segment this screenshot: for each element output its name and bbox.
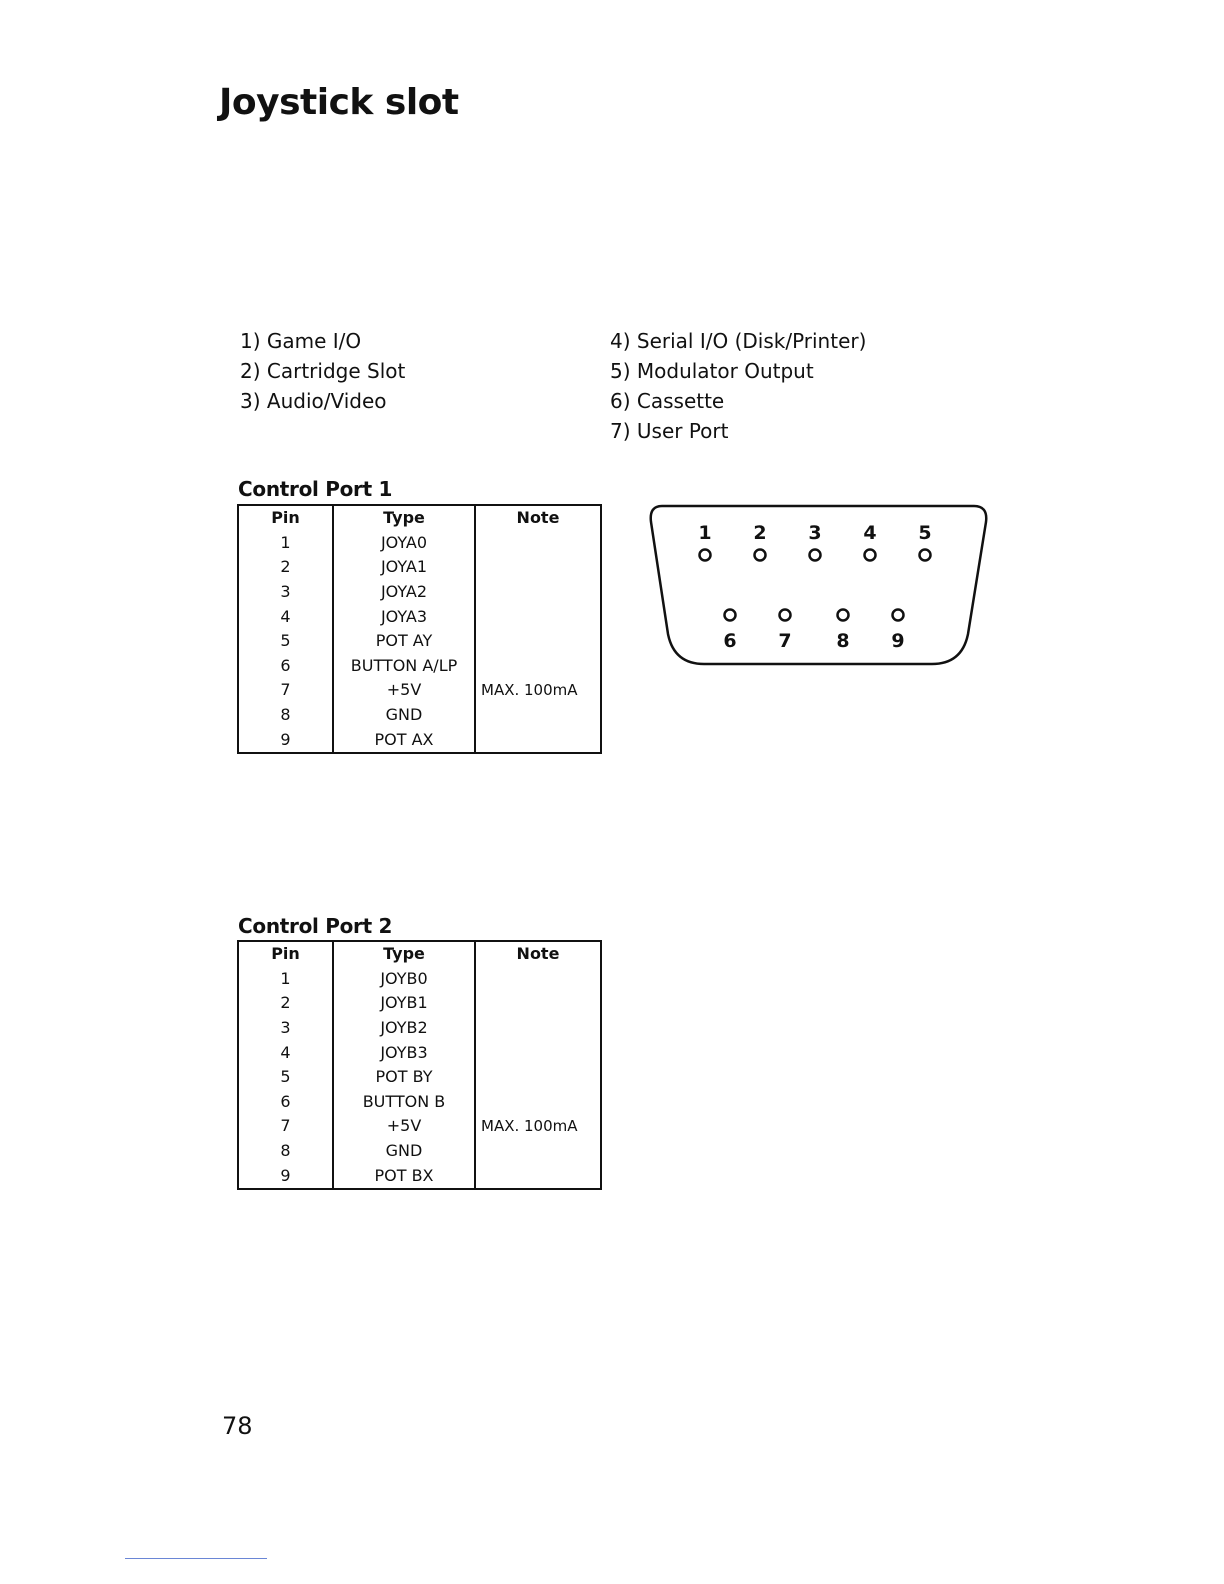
- pin-label-7: 7: [778, 630, 792, 652]
- note-cell: [475, 1139, 601, 1164]
- table-row: [238, 604, 601, 629]
- page-number: 78: [222, 1412, 253, 1440]
- type-cell: GND: [333, 703, 475, 728]
- pin-hole-3: [810, 550, 821, 561]
- note-cell: [475, 629, 601, 654]
- pin-hole-7: [780, 610, 791, 621]
- note-cell: [475, 991, 601, 1016]
- pin-cell: 5: [238, 1065, 333, 1090]
- table-row: [238, 531, 601, 556]
- pin-cell: 9: [238, 1163, 333, 1189]
- note-header: Note: [475, 941, 601, 967]
- control-port-1-table: [237, 504, 602, 754]
- note-cell: [475, 531, 601, 556]
- type-header: Type: [333, 941, 475, 967]
- table-row: [238, 1016, 601, 1041]
- type-cell: JOYA2: [333, 580, 475, 605]
- table-row: [238, 654, 601, 679]
- table-row: [238, 629, 601, 654]
- type-cell: POT BY: [333, 1065, 475, 1090]
- pin-hole-1: [700, 550, 711, 561]
- type-cell: GND: [333, 1139, 475, 1164]
- note-cell: [475, 1065, 601, 1090]
- pin-hole-9: [893, 610, 904, 621]
- pin-header: Pin: [238, 941, 333, 967]
- table-row: [238, 555, 601, 580]
- pin-hole-2: [755, 550, 766, 561]
- note-header: Note: [475, 505, 601, 531]
- control-port-2-table: [237, 940, 602, 1190]
- pin-cell: 1: [238, 967, 333, 992]
- type-cell: +5V: [333, 1114, 475, 1139]
- type-header: Type: [333, 505, 475, 531]
- pin-cell: 8: [238, 703, 333, 728]
- note-cell: MAX. 100mA: [475, 678, 601, 703]
- note-cell: [475, 555, 601, 580]
- port-legend-left: [240, 326, 405, 416]
- pin-cell: 6: [238, 654, 333, 679]
- pin-cell: 1: [238, 531, 333, 556]
- legend-item: 5) Modulator Output: [610, 359, 814, 383]
- note-cell: MAX. 100mA: [475, 1114, 601, 1139]
- note-cell: [475, 727, 601, 753]
- legend-item: 4) Serial I/O (Disk/Printer): [610, 329, 867, 353]
- pin-hole-4: [865, 550, 876, 561]
- legend-item: 6) Cassette: [610, 389, 725, 413]
- table-row: [238, 991, 601, 1016]
- pin-label-9: 9: [891, 630, 905, 652]
- note-cell: [475, 654, 601, 679]
- legend-item: 1) Game I/O: [240, 329, 362, 353]
- type-cell: JOYB2: [333, 1016, 475, 1041]
- table-row: [238, 580, 601, 605]
- note-cell: [475, 1090, 601, 1115]
- footer-rule: [125, 1558, 267, 1559]
- legend-item: 3) Audio/Video: [240, 389, 387, 413]
- pin-cell: 3: [238, 1016, 333, 1041]
- table-header-row: [238, 505, 601, 531]
- table-row: [238, 967, 601, 992]
- pin-cell: 2: [238, 555, 333, 580]
- table-row: [238, 1114, 601, 1139]
- type-cell: JOYB3: [333, 1040, 475, 1065]
- table-row: [238, 678, 601, 703]
- pin-label-8: 8: [836, 630, 850, 652]
- table-row: [238, 1139, 601, 1164]
- legend-item: 2) Cartridge Slot: [240, 359, 406, 383]
- legend-item: 7) User Port: [610, 419, 729, 443]
- pin-label-1: 1: [698, 522, 712, 544]
- type-cell: JOYA1: [333, 555, 475, 580]
- type-cell: JOYA0: [333, 531, 475, 556]
- pin-label-2: 2: [753, 522, 767, 544]
- table-row: [238, 727, 601, 753]
- pin-hole-8: [838, 610, 849, 621]
- table-row: [238, 1065, 601, 1090]
- page-title: Joystick slot: [219, 82, 459, 123]
- port-legend-right: [610, 326, 866, 446]
- note-cell: [475, 967, 601, 992]
- table-row: [238, 1040, 601, 1065]
- type-cell: POT AY: [333, 629, 475, 654]
- pin-header: Pin: [238, 505, 333, 531]
- pin-label-3: 3: [808, 522, 822, 544]
- type-cell: POT AX: [333, 727, 475, 753]
- type-cell: JOYA3: [333, 604, 475, 629]
- control-port-2-caption: Control Port 2: [238, 914, 393, 938]
- type-cell: JOYB1: [333, 991, 475, 1016]
- control-port-1-caption: Control Port 1: [238, 477, 393, 501]
- pin-label-6: 6: [723, 630, 737, 652]
- type-cell: BUTTON A/LP: [333, 654, 475, 679]
- table-row: [238, 1090, 601, 1115]
- type-cell: JOYB0: [333, 967, 475, 992]
- pin-cell: 2: [238, 991, 333, 1016]
- table-row: [238, 703, 601, 728]
- type-cell: BUTTON B: [333, 1090, 475, 1115]
- note-cell: [475, 580, 601, 605]
- pin-hole-5: [920, 550, 931, 561]
- pin-label-4: 4: [863, 522, 877, 544]
- note-cell: [475, 703, 601, 728]
- pin-cell: 9: [238, 727, 333, 753]
- pin-cell: 7: [238, 678, 333, 703]
- pin-cell: 6: [238, 1090, 333, 1115]
- type-cell: +5V: [333, 678, 475, 703]
- pin-cell: 8: [238, 1139, 333, 1164]
- note-cell: [475, 1163, 601, 1189]
- pin-cell: 5: [238, 629, 333, 654]
- note-cell: [475, 1040, 601, 1065]
- joystick-connector-diagram: [648, 504, 988, 668]
- pin-cell: 3: [238, 580, 333, 605]
- note-cell: [475, 1016, 601, 1041]
- pin-cell: 4: [238, 1040, 333, 1065]
- pin-cell: 4: [238, 604, 333, 629]
- pin-hole-6: [725, 610, 736, 621]
- note-cell: [475, 604, 601, 629]
- table-header-row: [238, 941, 601, 967]
- table-row: [238, 1163, 601, 1189]
- type-cell: POT BX: [333, 1163, 475, 1189]
- pin-label-5: 5: [918, 522, 932, 544]
- pin-cell: 7: [238, 1114, 333, 1139]
